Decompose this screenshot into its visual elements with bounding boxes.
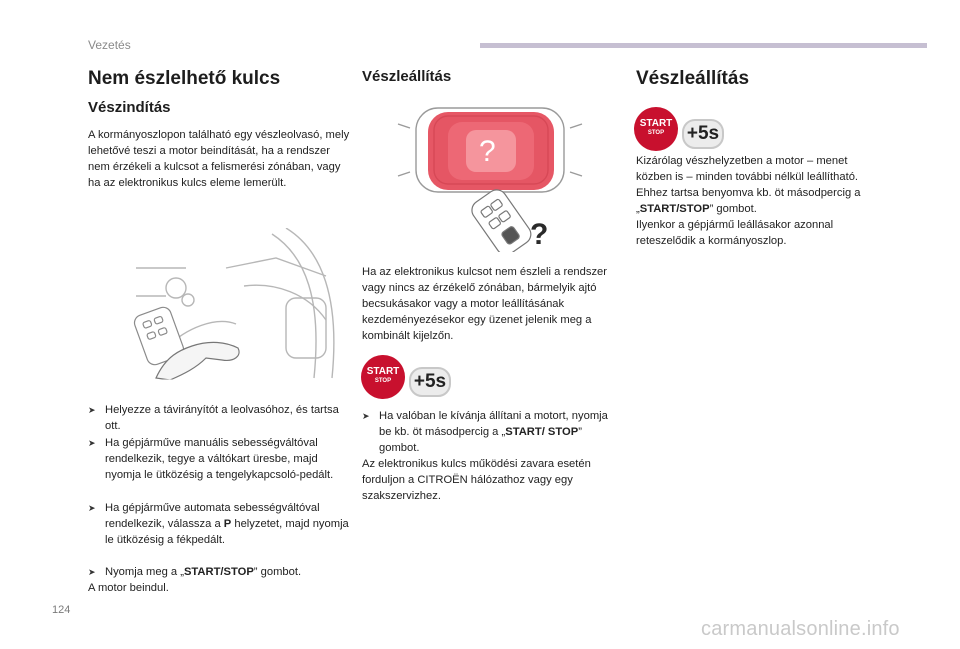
instruction-bullet: ➤ Ha gépjárműve automata sebességváltóval rendelkezik, válassza a P helyzetet, majd nyomja le ütközésig a fékpedált. (88, 502, 349, 547)
question-mark-car: ? (479, 135, 496, 168)
arrow-right-icon: ➤ (88, 503, 96, 513)
arrow-right-icon: ➤ (362, 411, 370, 421)
section-heading-emergency-start: Vészindítás (88, 99, 171, 116)
section-heading-emergency-stop-2: Vészleállítás (636, 68, 750, 89)
watermark: carmanualsonline.info (701, 618, 900, 640)
page-number: 124 (52, 604, 71, 616)
emergency-start-intro: A kormányoszlopon található egy vészleolvasó, mely lehetővé teszi a motor beindítását, ha a rendszer nem érzékeli a kulcsot a felismerési zónában, vagy ha az elektronikus kulcs eleme lemerült. (88, 129, 350, 190)
section-label: Vezetés (88, 38, 131, 52)
emergency-stop-text: Kizárólag vészhelyzetben a motor – menet közben is – minden további nélkül leállítható. Ehhez tartsa benyomva kb. öt másodpercig a „START/STOP” gombot. Ilyenkor a gépjármű leállásakor azonnal reteszelődik a kormányoszlop. (636, 155, 861, 248)
key-not-detected-text: Ha az elektronikus kulcsot nem észleli a rendszer vagy nincs az érzékelő zónában, bármelyik ajtó becsukásakor vagy a motor leállításának kezdeményezésekor egy üzenet jelenik meg a kombinált kijelzőn. (362, 266, 607, 343)
start-stop-button-icon: START STOP +5s (361, 355, 453, 399)
section-heading-emergency-stop: Vészleállítás (362, 68, 452, 85)
start-stop-button-icon: START STOP +5s (634, 107, 726, 151)
question-mark-key: ? (530, 218, 549, 251)
arrow-right-icon: ➤ (88, 567, 96, 577)
engine-starts-text: A motor beindul. (88, 582, 169, 594)
instruction-bullet: ➤ Ha valóban le kívánja állítani a motort, nyomja be kb. öt másodpercig a „START/ STOP” gombot. (362, 410, 608, 455)
instruction-bullet: ➤ Helyezze a távirányítót a leolvasóhoz, és tartsa ott. (88, 404, 339, 433)
instruction-bullet: ➤ Ha gépjárműve manuális sebességváltóval rendelkezik, tegye a váltókart üresbe, majd nyomja le ütközésig a tengelykapcsoló-pedált. (88, 437, 334, 482)
arrow-right-icon: ➤ (88, 438, 96, 448)
steering-column-illustration (126, 228, 346, 380)
page-title: Nem észlelhető kulcs (88, 68, 281, 89)
instruction-bullet: ➤ Nyomja meg a „START/STOP” gombot. (88, 564, 350, 580)
arrow-right-icon: ➤ (88, 405, 96, 415)
key-malfunction-text: Az elektronikus kulcs működési zavara esetén forduljon a CITROËN hálózathoz vagy egy szakszervizhez. (362, 458, 591, 503)
car-detection-zone-illustration (390, 94, 590, 252)
header-accent-bar (480, 43, 927, 48)
